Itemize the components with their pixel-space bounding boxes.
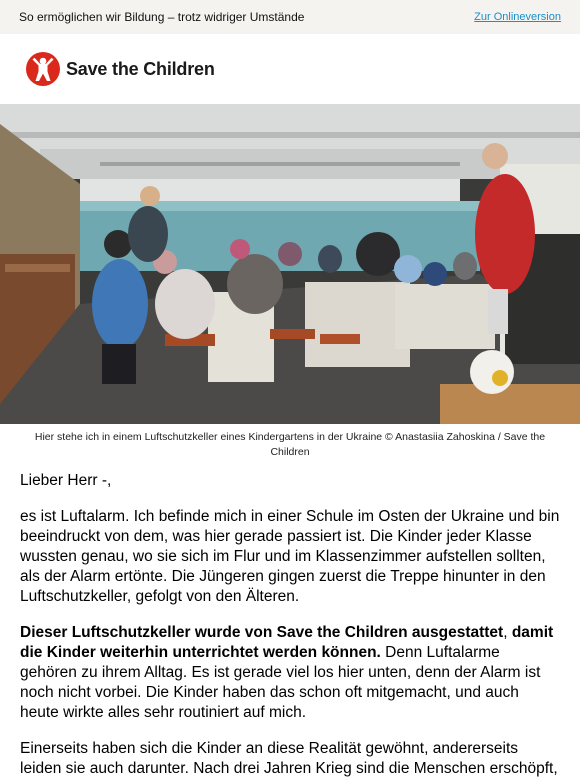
paragraph-1: es ist Luftalarm. Ich befinde mich in einer Schule im Osten der Ukraine und bin beeindruckt von dem, was hier gerade passiert ist. Die Kinder jeder Klasse wussten genau, wo sie sich im Flur und im Klassenzimmer aufstellen sollten, als der Alarm ertönte. Die Jüngeren gingen zuerst die Treppe hinunter in den Luftschutzkeller, gefolgt von den Älteren. — [20, 508, 560, 605]
preheader-bar — [0, 0, 580, 34]
hero-image — [0, 104, 580, 424]
hero-caption: Hier stehe ich in einem Luftschutzkeller eines Kindergartens in der Ukraine © Anastasiia Zahoskina / Save the Children — [34, 431, 546, 458]
logo-bar — [0, 34, 580, 104]
paragraph-3: Einerseits haben sich die Kinder an diese Realität gewöhnt, andererseits leiden sie auch darunter. Nach drei Jahren Krieg sind die Menschen erschöpft, — [20, 740, 558, 777]
paragraph-2 — [20, 623, 560, 723]
paragraph-2-rest: Denn Luftalarme gehören zu ihrem Alltag. Es ist gerade viel los hier unten, denn der Alarm ist noch nicht vorbei. Die Kinder haben das schon oft mitgemacht, und auch heute wirkte alles sehr routiniert auf mich. — [20, 644, 541, 721]
preheader-text: So ermöglichen wir Bildung – trotz widriger Umstände — [19, 10, 305, 24]
save-the-children-logo-icon[interactable] — [26, 52, 60, 86]
greeting: Lieber Herr -, — [20, 472, 112, 489]
paragraph-2-bold-2: damit die Kinder weiterhin unterrichtet werden können. — [20, 624, 554, 661]
paragraph-2-comma: , — [503, 624, 512, 641]
logo-wordmark: Save the Children — [66, 58, 215, 79]
letter-body — [0, 471, 580, 779]
online-version-link[interactable]: Zur Onlineversion — [474, 11, 561, 23]
paragraph-2-bold-1: Dieser Luftschutzkeller wurde von Save the Children ausgestattet — [20, 624, 504, 641]
bunker-photo — [0, 104, 580, 424]
